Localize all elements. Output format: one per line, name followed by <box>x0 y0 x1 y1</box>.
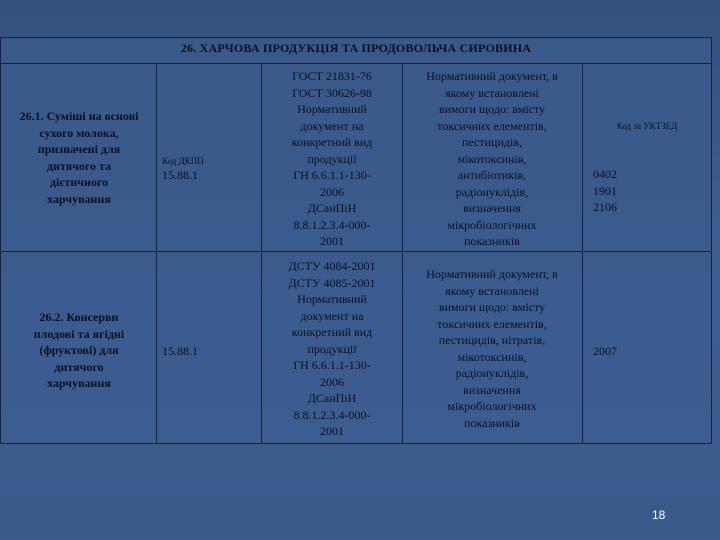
column-divider <box>402 63 403 444</box>
row2-code-cell: 15.88.1 <box>162 344 198 358</box>
row1-standards-cell: ГОСТ 21831-76 ГОСТ 30626-98 Нормативний документ на конкретний вид продукції ГН 6.6.1.1-130- 2006 ДСанПіН 8.8.1.2.3.4-000- 2001 <box>291 69 373 248</box>
column-divider <box>261 63 262 444</box>
row1-code-label: Код ДКПП <box>162 156 204 166</box>
row1-code-cell: 15.88.1 <box>162 168 198 182</box>
row2-standards-cell: ДСТУ 4084-2001 ДСТУ 4085-2001 Нормативний документ на конкретний вид продукції ГН 6.6.1.1-130- 2006 ДСанПіН 8.8.1.2.3.4-000- 2001 <box>288 259 376 438</box>
row2-product-cell: 26.2. Консерви плодові та ягідні (фруктові) для дитячого харчування <box>33 310 125 390</box>
title-row-divider <box>0 63 712 64</box>
row1-uktzed-label: Код за УКТЗЕД <box>616 121 678 131</box>
row1-uktzed-cell: 0402 1901 2106 <box>593 167 617 214</box>
column-divider <box>582 63 583 444</box>
row1-product-cell: 26.1. Суміші на основі сухого молока, призначені для дитячого та дієтичного харчування <box>19 109 139 206</box>
row-divider <box>0 251 712 252</box>
slide-number: 18 <box>652 508 666 522</box>
row1-requirements-cell: Нормативний документ, в якому встановлені вимоги щодо: вмісту токсичних елементів, пестицидів, мікотоксинів, антибіотиків, радіонуклідів, визначення мікробіологічних показників <box>426 69 558 248</box>
row2-uktzed-cell: 2007 <box>593 344 617 358</box>
column-divider <box>156 63 157 444</box>
row2-requirements-cell: Нормативний документ, в якому встановлені вимоги щодо: вмісту токсичних елементів, пестицидів, нітратів, мікотоксинів, радіонуклідів, визначення мікробіологічних показників <box>426 267 558 430</box>
table-title: 26. ХАРЧОВА ПРОДУКЦІЯ ТА ПРОДОВОЛЬЧА СИРОВИНА <box>180 41 532 55</box>
